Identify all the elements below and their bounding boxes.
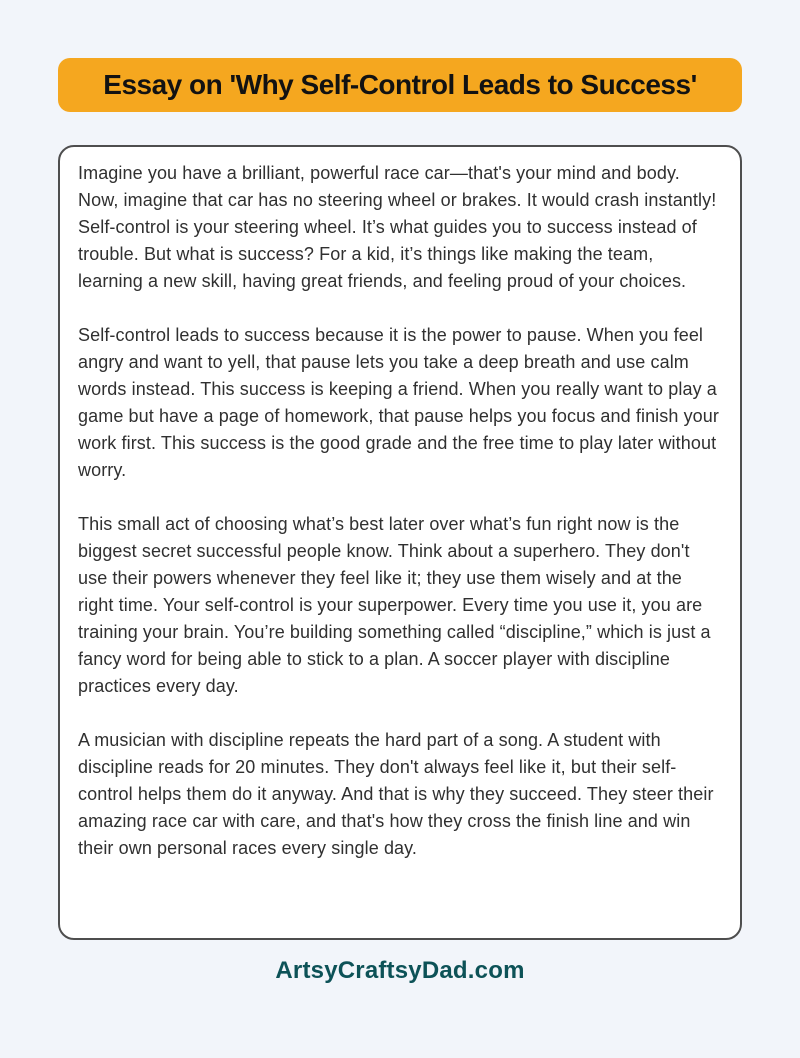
essay-page [0, 58, 800, 1058]
essay-paragraph-3: This small act of choosing what’s best later over what’s fun right now is the biggest secret successful people know. Think about a superhero. They don't use their powers whenever they feel like it; they use them wisely and at the right time. Your self-control is your superpower. Every time you use it, you are training your brain. You’re building something called “discipline,” which is just a fancy word for being able to stick to a plan. A soccer player with discipline practices every day. [78, 514, 711, 696]
essay-paragraph-4: A musician with discipline repeats the hard part of a song. A student with discipline reads for 20 minutes. They don't always feel like it, but their self-control helps them do it anyway. And that is why they succeed. They steer their amazing race car with care, and that's how they cross the finish line and win their own personal races every single day. [78, 730, 714, 858]
footer [0, 957, 800, 985]
essay-paragraph-2: Self-control leads to success because it is the power to pause. When you feel angry and want to yell, that pause lets you take a deep breath and use calm words instead. This success is keeping a friend. When you really want to play a game but have a page of homework, that pause helps you focus and finish your work first. This success is the good grade and the free time to play later without worry. [78, 325, 720, 480]
essay-title-badge [58, 58, 742, 112]
essay-card [58, 145, 742, 940]
site-link[interactable]: ArtsyCraftsyDad.com [275, 957, 525, 984]
essay-paragraph-1: Imagine you have a brilliant, powerful race car—that's your mind and body. Now, imagine that car has no steering wheel or brakes. It would crash instantly! Self-control is your steering wheel. It’s what guides you to success instead of trouble. But what is success? For a kid, it’s things like making the team, learning a new skill, having great friends, and feeling proud of your choices. [78, 163, 717, 291]
essay-title-text: Essay on 'Why Self-Control Leads to Success' [103, 69, 697, 100]
